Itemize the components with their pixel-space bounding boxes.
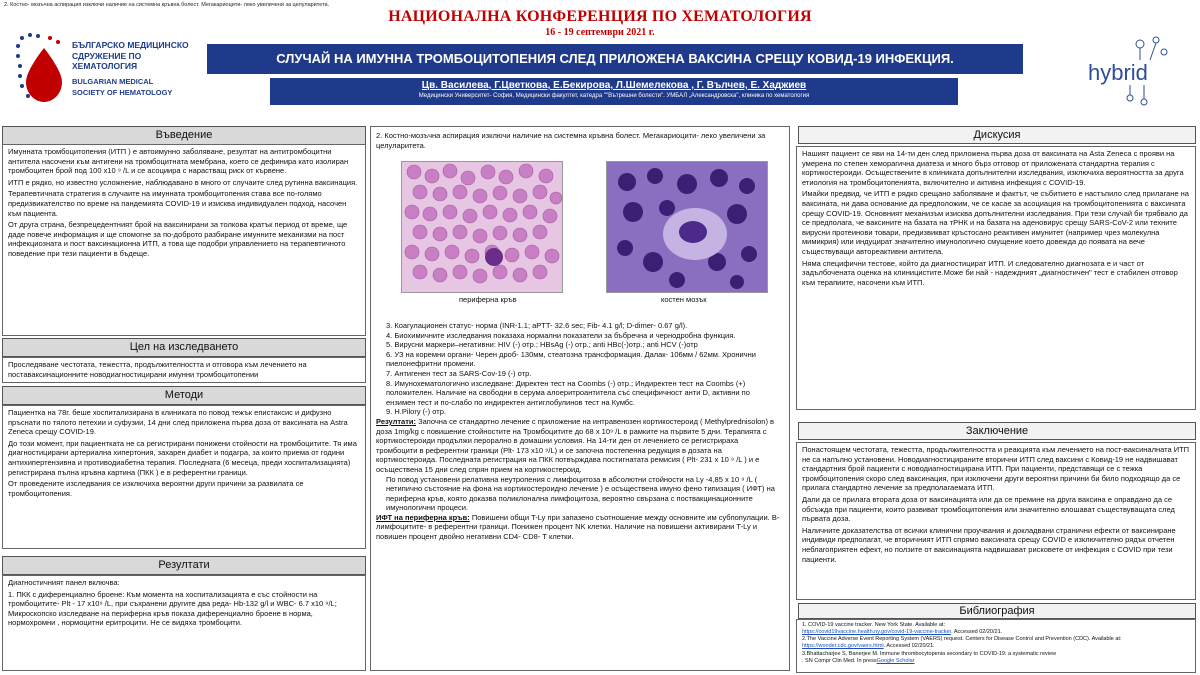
bibliography-heading: Библиография [798,603,1196,619]
caption-peripheral-blood: периферна кръв [459,295,517,304]
bibliography-body [796,619,1196,673]
logo-text-bg-1: БЪЛГАРСКО МЕДИЦИНСКО [72,40,189,50]
ref-1-accessed: . Accessed 02/20/21. [951,629,1003,636]
ref-2 [802,636,1190,650]
blood-drop-icon [14,30,70,110]
ref-1 [802,622,1190,636]
results-paragraph [376,417,781,475]
ref-1-text: 1. COVID-19 vaccine tracker. New York State. Available at: [802,622,945,628]
finding-3: 3. Коагулационен статус- норма (INR-1.1; aPTT- 32.6 sec; Fib- 4.1 g/l; D-dimer- 0.67 g/l). [386,321,688,330]
peripheral-blood-image [401,161,563,293]
conclusion-p2: Дали да се прилага втората доза от ваксинацията или да се премине на друга ваксина е оправдано да се обсъжда при пациенти, които развиват тромбоцитопения или значително влошават съществуващата след първата доза. [802,494,1175,524]
authors-banner [270,78,958,105]
ift-paragraph [376,513,781,542]
top-note: 2. Костно- мозъчна аспирация изключи наличие на системна кръвна болест. Мегакариоцити- леко увеличени за целуларитета. [4,2,330,8]
ref-1-link[interactable]: https://covid19vaccine.health.ny.gov/covid-19-vaccine-tracker [802,629,952,636]
discussion-p1: Нашият пациент се яви на 14-ти ден след приложена първа доза от ваксината на Asta Zeneca с прояви на умерена по степен хеморагична диатеза и много бърз отговор от приложената стандартна терапия с кортикостероиди. Осъществените в клиниката допълнителни изследвания, изключиха вероятността за друга етиология на тромбоцитопенията, включително и активна инфекция с COVID-19. [802,149,1184,187]
conclusion-body [796,442,1196,600]
results-p2: 1. ПКК с диференциално броене: Към момента на хоспитализацията е със стойности на тромбоцитите- Plt - 17 x10⁹ /L, при съхранени другите два реда- Hb-132 g/l и WBC- 6.7 x10 ⁹/L; Микроскопско изследване на периферна кръв показа диференциално броене в норма, нормохромни , нормоцитни еритроцити. Не се видяха тромбоцити. [8,589,337,628]
methods-p1: Пациентка на 78г. беше хоспитализирана в клиниката по повод тежък епистаксис и дифузно пръснати по тялото петехии и суфузии, 14 дни след приложена първа доза от ваксината на Astra Zeneca срещу COVID-19. [8,408,348,437]
discussion-body [796,146,1196,410]
ref-3 [802,651,1190,665]
ref-2-text: 2.The Vaccine Adverse Event Reporting System (VAERS) request. Centers for Disease Control and Prevention (CDC). Available at: [802,636,1122,643]
finding-9: 9. H.Pilory (-) отр. [386,407,446,417]
methods-heading: Методи [2,386,366,405]
finding-6: 6. УЗ на коремни органи- Черен дроб- 130мм, стеатозна трансформация. Далак- 106мм / 62мм. Хронични пиелонефритни промени. [386,349,756,369]
affiliation: Медицински Университет- София, Медицински факултет, катедра ""Вътрешни болести". УМБАЛ „Александровска", клиника по хематология [418,93,810,99]
hybrid-word: hybrid [1088,60,1148,85]
aim-heading: Цел на изследването [2,338,366,357]
logo-text-en-2: SOCIETY OF HEMATOLOGY [72,88,173,97]
methods-body [2,405,366,549]
conclusion-p3: Наличните доказателства от всички клинични проучвания и докладвани странични ефекти от ваксиниране индивиди предполагат, че вторичният ИТП спрямо ваксината срещу COVID е изключително рядък отчетен неблагоприятен ефект, но ползите от ваксинацията надвишават рисковете от инфекция с COVID при тези пациенти. [802,525,1176,564]
ift-label: ИФТ на периферна кръв: [376,512,470,522]
conclusion-heading: Заключение [798,422,1196,440]
intro-heading: Въведение [2,126,366,145]
results-label: Резултати: [376,416,416,426]
results-body [2,575,366,671]
ref-2-link[interactable]: https://wonder.cdc.gov/vaers.html [802,643,884,650]
ift-text: Повишени общи T-Ly при запазено съотношение между основните им субпопулации. B- лимфоцитите- в референтни граници. Понижен процент NK клетки. Наличие на повишени активирани T-Ly и повишен процент двойно негативни CD4- CD8- Т клетки. [376,512,780,542]
conference-dates: 16 - 19 септември 2021 г. [545,27,655,38]
intro-p4: От друга страна, безпрецедентният брой на ваксинирани за толкова кратък период от време, ще даде повече информация и ще спомогне за по-доброто разбиране имунните механизми на пост инфекциозната и пост ваксинационна ИТП, а това ще подобри управлението на терапевтичното поведение при тези пациенти в бъдеще. [8,220,348,258]
logo-text-bg-2: СДРУЖЕНИЕ ПО ХЕМАТОЛОГИЯ [72,51,142,71]
conclusion-p1: Понастоящем честотата, тежестта, продължителността и реакцията към лечението на пост-ваксиналната ИТП не са напълно установени. Новодиагностицираните вторични ИТП след ваксини с Ковид-19 не надвишават стандартния брой пациенти с новодиагностицирана ИТП. При пациенти, представящи се с тежка тромбоцитопения скоро след ваксинация, при изключени други вероятни причини би било подходящо да се прилага стандартно лечение за предполагаемата ИТП. [802,445,1190,493]
finding-8: 8. Имунохематологично изследване: Директен тест на Coombs (-) отр.; Индиректен тест на Coombs (+) положителен. Наличие на свободни в серума алоеритроантитела със специфичност анти D, активни по ензимен тест и по-слабо по индиректен антиглобулинов тест на Кумбс. [386,378,750,407]
case-title: СЛУЧАЙ НА ИМУННА ТРОМБОЦИТОПЕНИЯ СЛЕД ПРИЛОЖЕНА ВАКСИНА СРЕЩУ КОВИД-19 ИНФЕКЦИЯ. [207,44,1023,74]
caption-bone-marrow: костен мозък [661,295,707,304]
society-logo [14,30,204,110]
ref-3-journal: . SN Compr Clin Med. In press [802,657,877,664]
discussion-heading: Дискусия [798,126,1196,144]
methods-p3: От проведените изследвания се изключиха вероятни други причини за развилата се тромбоцитопения. [8,479,304,498]
intro-body [2,144,366,336]
results-text: Започна се стандартно лечение с приложение на интравенозен кортикостероид ( Methylprednisolon) в доза 1mg/kg с повишение стойностите на Тромбоцитите до 68 x 10⁹ /L в рамките на първите 5 дни. Терапията с кортикостероиди продължи перорално в домашни условия. На 14-ти ден от лечението се регистрираха тромбоцити в референтни граници (Plt- 173 x10 ⁹/L) и се започна постепенна редукция в дозата на кортикостероида. Последната регистрация на ПКК потвърждава постигнатата ремисия ( Plt- 231 x 10 ⁹ /L ) и е осъществена 15 дни след спрян прием на кортикостероид. [376,416,775,474]
ref-2-accessed: . Accessed 02/20/21. [883,643,935,650]
bone-marrow-image [606,161,768,293]
aim-p1: Проследяване честотата, тежестта, продължителността и отговора към лечението на поставаксинационните новодиагностицирани имунни тромбоцитопении [8,360,307,379]
discussion-p2: Имайки предвид, че ИТП е рядко срещано заболяване и фактът, че събитието е настъпило след прилагане на ваксината, ни дава основание да предположим, че се касае за асоциация на тромбоцитопенията с ваксината срещу COVID-19. Основният механизъм изисква допълнителни изследвания. При тези случай би трябвало да се предполага, че ваксините на базата на тРНК и на базата на аденовирус срещу SARS-CoV-2 или техните вирусни протеинови товари, предизвикват кръстосано реактивен имунитет (например чрез молекулна мимикрия) или индуцират значително имунологично смущение което довежда до появата на вече съществуващи автореактивни антитела. [802,189,1189,256]
ref-3-scholar-link[interactable]: Google Scholar [876,657,915,664]
ref-3-text: 3.Bhattacharjee S, Banerjee M. Immune thrombocytopenia secondary to COVID-19: a systematic review [802,650,1057,657]
results-heading: Резултати [2,556,366,575]
hybrid-logo [1070,30,1185,110]
aim-body [2,357,366,383]
center-findings [376,321,781,542]
results-p1: Диагностичният панел включва: [8,578,120,587]
intro-p1: Имунната тромбоцитопения (ИТП ) е автоимунно заболяване, резултат на антитромбоцитни антитела насочени към антигени на тромбоцитната мембрана, което се дефинира като изолиран тромбоцитен брой под 100 х10 ⁹ /L и се асоциира с нарастващ риск от кървене. [8,147,349,176]
finding-4: 4. Биохимичните изследвания показаха нормални показатели за бъбречна и чернодробна функция. [386,330,736,340]
lymphocytosis-paragraph: По повод установени релативна неутропения с лимфоцитоза в абсолютни стойности на Ly -4,85 x 10 ⁹ /L ( нетипично състояние на фона на кортикостероидно лечение ) е осъществена имуно фено типизация ( ИФТ) на периферна кръв, която доказва поликлонална лимфоцитоза, вероятно свързана с поствакцинационните имунологични процеси. [386,474,775,513]
finding-7: 7. Антигенен тест за SARS-Cov-19 (-) отр. [386,368,532,378]
authors: Цв. Василева, Г.Цветкова, Е.Бекирова, Л.Шемелекова , Г. Вълчев, Е. Хаджиев [421,80,807,91]
center-panel [370,126,790,671]
intro-p3: Терапевтичната стратегия в случаите на имунната тромбоцитопения става все по-голямо предизвикателство по време на пандемията COVID-19 и изисква индивидуален подход, насочен към пациента. [8,189,347,218]
conference-title: НАЦИОНАЛНА КОНФЕРЕНЦИЯ ПО ХЕМАТОЛОГИЯ [388,8,812,25]
center-intro: 2. Костно-мозъчна аспирация изключи наличие на системна кръвна болест. Мегакариоцити- леко увеличени за целуларитета. [376,131,766,150]
logo-text-en-1: BULGARIAN MEDICAL [72,77,154,86]
discussion-p3: Няма специфични тестове, който да диагностицират ИТП. И следователно диагнозата е и част от задълбочената оценка на клинициститe.Може би най - надеждният „диагностичен" тест е стабилен отговор към терапиите, насочени към ИТП. [802,258,1178,287]
methods-p2: До този момент, при пациентката не са регистрирани понижени стойности на тромбоцитите. Тя има диагностицирани артериална хипертония, захарен диабет и подагра, за които приема от години антихипертензивна и противодиабетна терапия. Последната (6 месеца, преди хоспитализацията) регистрирана пълна кръвна картина (ПКК ) е в референтни граници. [8,438,357,477]
intro-p2: ИТП е рядко, но известно усложнение, наблюдавано в много от случаите след рутинна ваксинация. [8,177,358,187]
finding-5: 5. Вирусни маркери–негативни: HIV (-) отр.; HBsAg (-) отр.; anti HBc(-)отр.; anti HCV (-)отр [386,340,698,350]
